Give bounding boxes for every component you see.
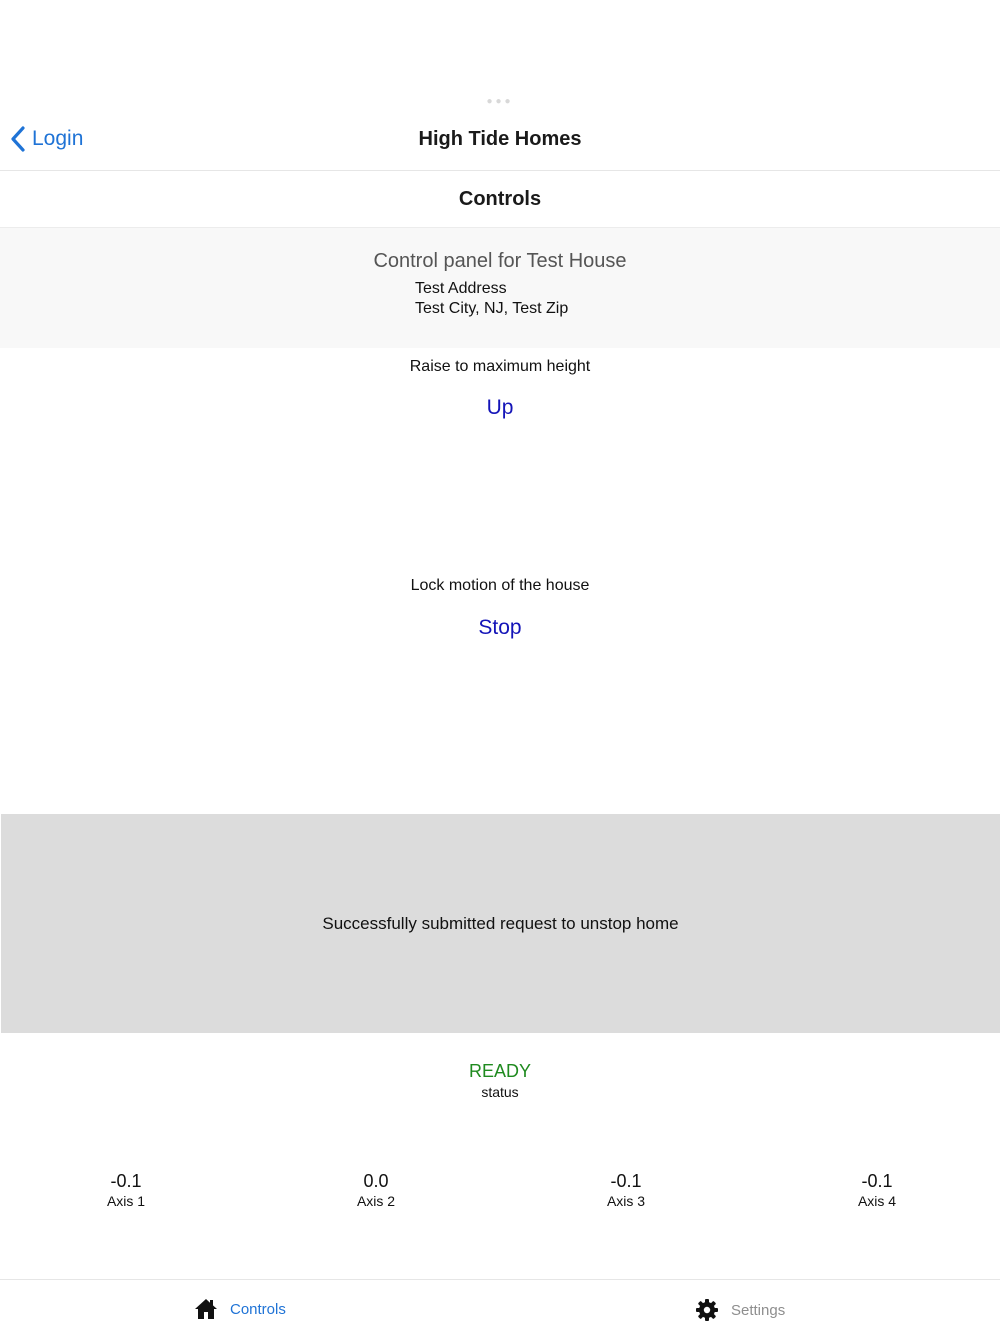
address-line-2: Test City, NJ, Test Zip xyxy=(415,300,569,317)
bottom-tab-bar xyxy=(0,1279,1000,1334)
app-title: High Tide Homes xyxy=(418,128,582,150)
navigation-bar xyxy=(0,112,1000,171)
axis-label: Axis 3 xyxy=(606,1193,646,1209)
tab-controls-label: Controls xyxy=(230,1300,286,1318)
axis-value: -0.1 xyxy=(110,1171,142,1191)
stop-description: Lock motion of the house xyxy=(410,577,590,594)
axis-readout xyxy=(51,1171,201,1209)
stop-button[interactable]: Stop xyxy=(478,616,522,639)
tab-settings[interactable] xyxy=(695,1298,785,1322)
up-button[interactable]: Up xyxy=(486,396,514,419)
status-message-panel xyxy=(1,814,1000,1033)
axis-readout xyxy=(551,1171,701,1209)
house-title: Control panel for Test House xyxy=(373,250,627,272)
axis-value: -0.1 xyxy=(861,1171,893,1191)
axis-label: Axis 2 xyxy=(356,1193,396,1209)
status-label: status xyxy=(481,1084,519,1100)
axis-readout xyxy=(802,1171,952,1209)
gear-icon xyxy=(695,1298,719,1322)
status-value: READY xyxy=(468,1061,531,1081)
back-button-label: Login xyxy=(32,127,84,150)
address-line-1: Test Address xyxy=(415,280,507,297)
house-info-panel xyxy=(0,228,1000,348)
axis-label: Axis 1 xyxy=(106,1193,146,1209)
axis-value: 0.0 xyxy=(363,1171,389,1191)
tab-settings-label: Settings xyxy=(731,1301,786,1319)
up-description: Raise to maximum height xyxy=(409,358,591,375)
multitask-dots-icon[interactable]: ●●● xyxy=(486,96,514,107)
status-message: Successfully submitted request to unstop home xyxy=(322,913,679,933)
home-icon xyxy=(194,1298,218,1320)
tab-controls[interactable] xyxy=(194,1298,286,1320)
axis-readout xyxy=(301,1171,451,1209)
axis-label: Axis 4 xyxy=(857,1193,897,1209)
page-title: Controls xyxy=(0,171,1000,228)
axis-value: -0.1 xyxy=(610,1171,642,1191)
